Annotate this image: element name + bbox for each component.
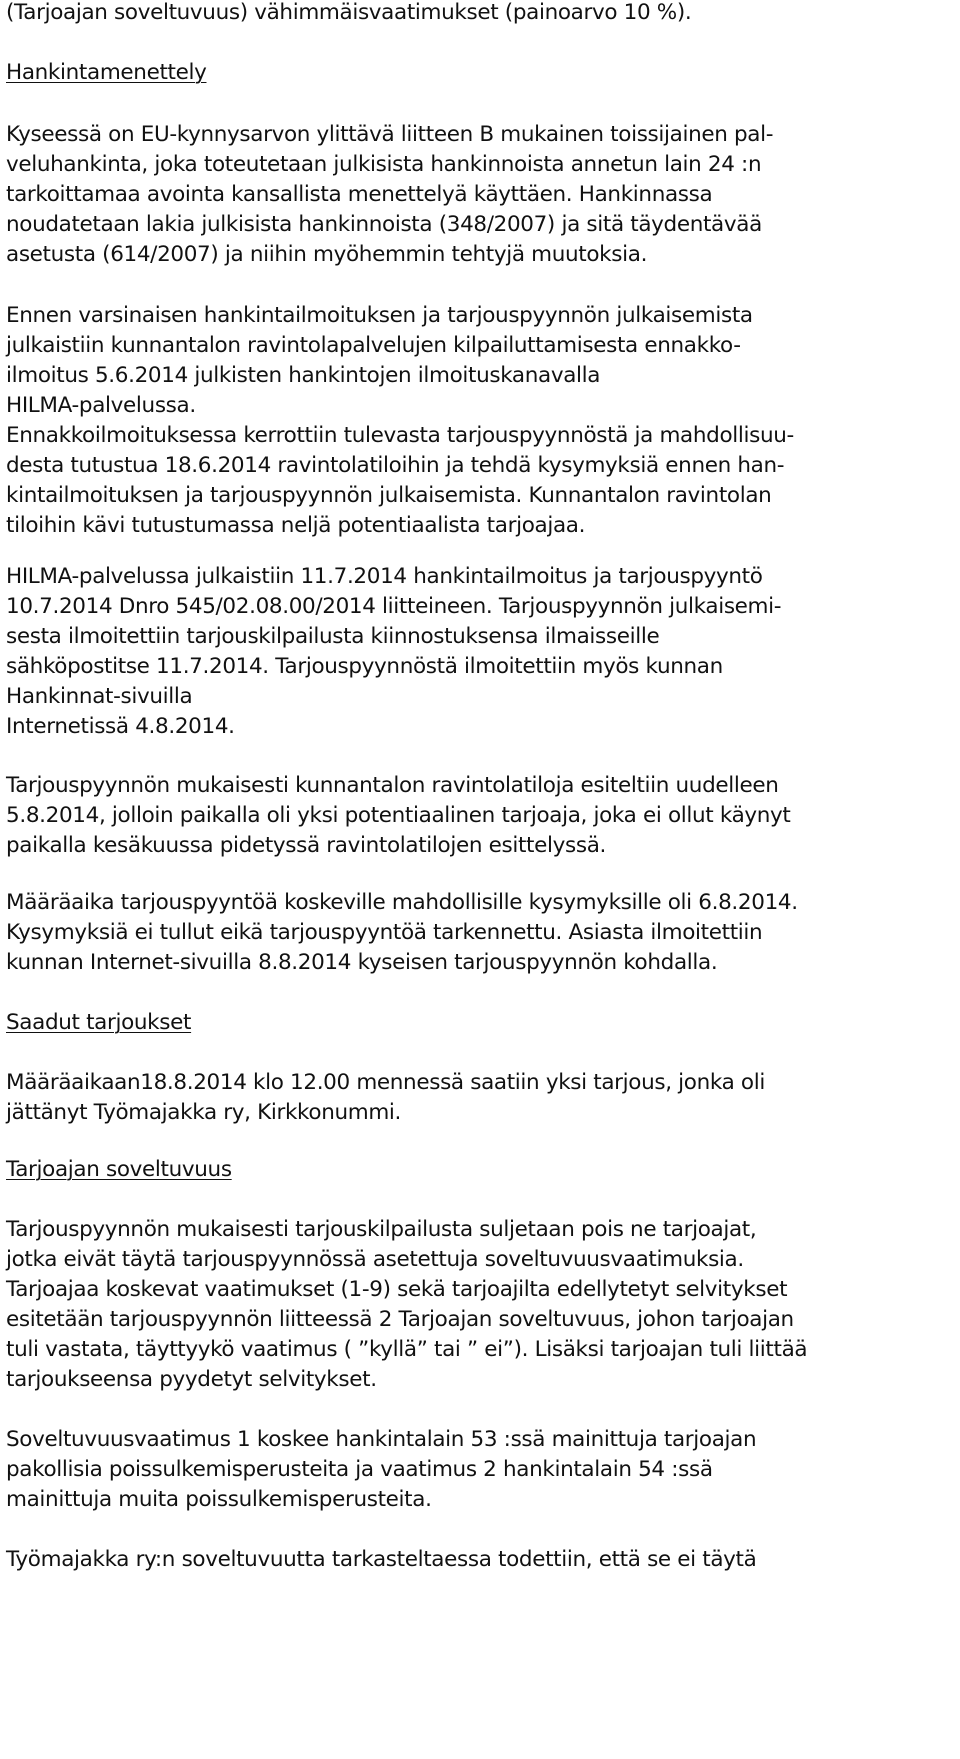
paragraph-line: julkaistiin kunnantalon ravintolapalvelujen kilpailuttamisesta ennakko- bbox=[6, 333, 741, 358]
paragraph-line: Ennakkoilmoituksessa kerrottiin tulevasta tarjouspyynnöstä ja mahdollisuu- bbox=[6, 423, 794, 448]
paragraph-line: kintailmoituksen ja tarjouspyynnön julkaisemista. Kunnantalon ravintolan bbox=[6, 483, 772, 508]
heading-hankintamenettely: Hankintamenettely bbox=[6, 60, 207, 85]
heading-saadut-tarjoukset: Saadut tarjoukset bbox=[6, 1010, 192, 1035]
paragraph-line: Soveltuvuusvaatimus 1 koskee hankintalain 53 :ssä mainittuja tarjoajan bbox=[6, 1427, 757, 1452]
paragraph-line: Kyseessä on EU-kynnysarvon ylittävä liitteen B mukainen toissijainen pal- bbox=[6, 122, 774, 147]
paragraph-line: veluhankinta, joka toteutetaan julkisista hankinnoista annetun lain 24 :n bbox=[6, 152, 762, 177]
paragraph-line: tarjoukseensa pyydetyt selvitykset. bbox=[6, 1367, 377, 1392]
paragraph-line: tarkoittamaa avointa kansallista menettelyä käyttäen. Hankinnassa bbox=[6, 182, 713, 207]
paragraph-line: Hankinnat-sivuilla bbox=[6, 684, 193, 709]
paragraph-line: asetusta (614/2007) ja niihin myöhemmin tehtyjä muutoksia. bbox=[6, 242, 648, 267]
paragraph-line: ilmoitus 5.6.2014 julkisten hankintojen ilmoituskanavalla bbox=[6, 363, 601, 388]
paragraph-line: Kysymyksiä ei tullut eikä tarjouspyyntöä tarkennettu. Asiasta ilmoitettiin bbox=[6, 920, 763, 945]
paragraph-line: sähköpostitse 11.7.2014. Tarjouspyynnöstä ilmoitettiin myös kunnan bbox=[6, 654, 723, 679]
paragraph-line: desta tutustua 18.6.2014 ravintolatiloihin ja tehdä kysymyksiä ennen han- bbox=[6, 453, 785, 478]
paragraph-line: noudatetaan lakia julkisista hankinnoista (348/2007) ja sitä täydentävää bbox=[6, 212, 762, 237]
paragraph-line: tiloihin kävi tutustumassa neljä potentiaalista tarjoajaa. bbox=[6, 513, 586, 538]
paragraph-line: tuli vastata, täyttyykö vaatimus ( ”kyllä” tai ” ei”). Lisäksi tarjoajan tuli liittää bbox=[6, 1337, 808, 1362]
paragraph-line: pakollisia poissulkemisperusteita ja vaatimus 2 hankintalain 54 :ssä bbox=[6, 1457, 713, 1482]
paragraph-line: jotka eivät täytä tarjouspyynnössä asetettuja soveltuvuusvaatimuksia. bbox=[6, 1247, 744, 1272]
paragraph-line: esitetään tarjouspyynnön liitteessä 2 Tarjoajan soveltuvuus, johon tarjoajan bbox=[6, 1307, 794, 1332]
paragraph-line: Määräaikaan18.8.2014 klo 12.00 mennessä saatiin yksi tarjous, jonka oli bbox=[6, 1070, 765, 1095]
heading-tarjoajan-soveltuvuus: Tarjoajan soveltuvuus bbox=[6, 1157, 232, 1182]
paragraph-line: Työmajakka ry:n soveltuvuutta tarkasteltaessa todettiin, että se ei täytä bbox=[6, 1547, 757, 1572]
paragraph-line: Ennen varsinaisen hankintailmoituksen ja tarjouspyynnön julkaisemista bbox=[6, 303, 753, 328]
paragraph-line: Tarjouspyynnön mukaisesti kunnantalon ravintolatiloja esiteltiin uudelleen bbox=[6, 773, 779, 798]
paragraph-line: HILMA-palvelussa julkaistiin 11.7.2014 hankintailmoitus ja tarjouspyyntö bbox=[6, 564, 763, 589]
paragraph-line: sesta ilmoitettiin tarjouskilpailusta kiinnostuksensa ilmaisseille bbox=[6, 624, 660, 649]
paragraph-line: Tarjouspyynnön mukaisesti tarjouskilpailusta suljetaan pois ne tarjoajat, bbox=[6, 1217, 757, 1242]
paragraph-line: mainittuja muita poissulkemisperusteita. bbox=[6, 1487, 432, 1512]
paragraph-line: 10.7.2014 Dnro 545/02.08.00/2014 liitteineen. Tarjouspyynnön julkaisemi- bbox=[6, 594, 782, 619]
paragraph-line: HILMA-palvelussa. bbox=[6, 393, 196, 418]
paragraph-line: Määräaika tarjouspyyntöä koskeville mahdollisille kysymyksille oli 6.8.2014. bbox=[6, 890, 798, 915]
paragraph-line: Tarjoajaa koskevat vaatimukset (1-9) sekä tarjoajilta edellytetyt selvitykset bbox=[6, 1277, 788, 1302]
intro-text-line: (Tarjoajan soveltuvuus) vähimmäisvaatimukset (painoarvo 10 %). bbox=[6, 0, 692, 25]
paragraph-line: paikalla kesäkuussa pidetyssä ravintolatilojen esittelyssä. bbox=[6, 833, 607, 858]
paragraph-line: 5.8.2014, jolloin paikalla oli yksi potentiaalinen tarjoaja, joka ei ollut käynyt bbox=[6, 803, 791, 828]
paragraph-line: kunnan Internet-sivuilla 8.8.2014 kyseisen tarjouspyynnön kohdalla. bbox=[6, 950, 718, 975]
paragraph-line: jättänyt Työmajakka ry, Kirkkonummi. bbox=[6, 1100, 402, 1125]
paragraph-line: Internetissä 4.8.2014. bbox=[6, 714, 235, 739]
